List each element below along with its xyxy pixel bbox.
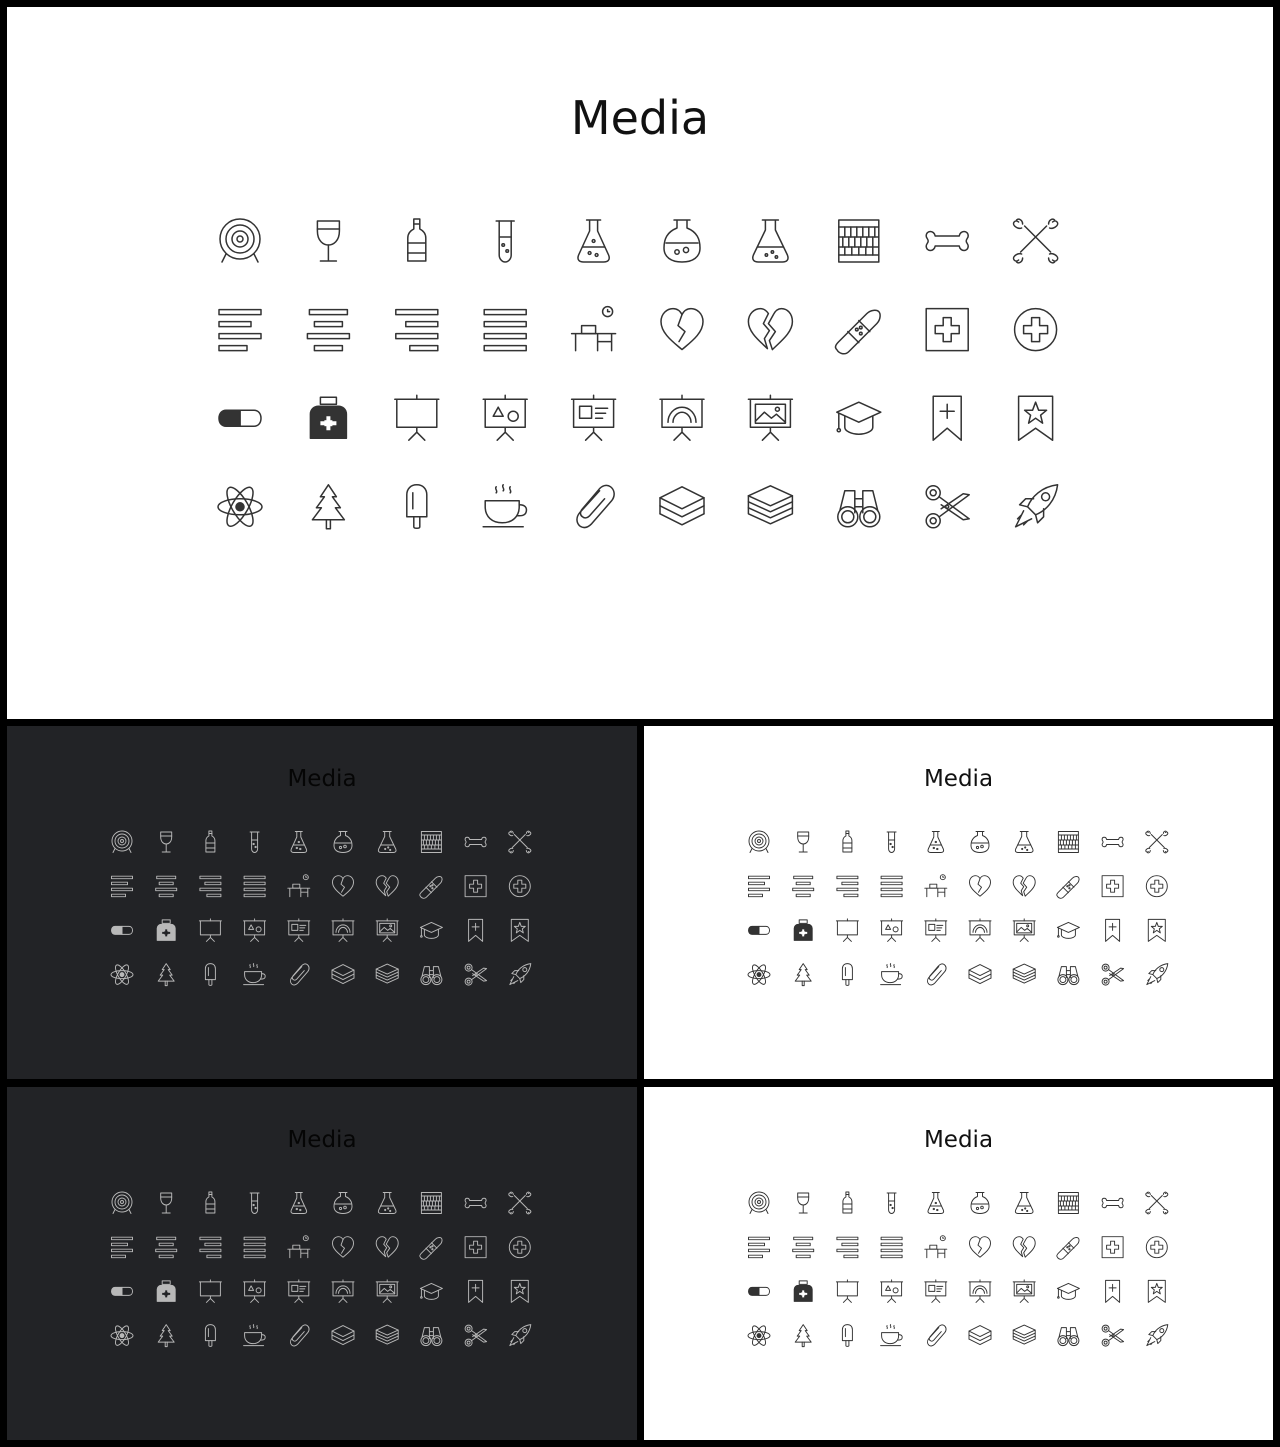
align-right-icon <box>396 310 438 351</box>
bookmark-plus-icon <box>1106 919 1120 941</box>
abacus-icon <box>1058 1193 1078 1214</box>
pill-icon <box>112 1287 133 1295</box>
stack-icon <box>376 1325 398 1344</box>
atom-icon <box>748 963 770 986</box>
wine-glass-icon <box>161 1193 172 1213</box>
presentation-board-icon <box>199 919 221 942</box>
target-icon <box>112 831 132 853</box>
presentation-board-icon <box>836 1280 858 1303</box>
pill-icon <box>219 410 261 426</box>
coffee-cup-icon <box>483 485 526 527</box>
crossbones-icon <box>1146 1192 1168 1214</box>
icon-grid <box>644 726 1273 1079</box>
align-justify-icon <box>244 876 265 897</box>
paperclip-icon <box>290 1325 309 1346</box>
rocket-icon <box>510 1325 531 1346</box>
desk-icon <box>288 875 310 897</box>
potion-jar-icon <box>971 1193 989 1214</box>
conical-flask-icon <box>1015 832 1033 853</box>
thumbnail-slide-dark-bottom <box>7 1087 637 1440</box>
presentation-board-icon <box>199 1280 221 1303</box>
abacus-icon <box>421 832 441 853</box>
plus-circle-icon <box>509 876 530 897</box>
bookmark-star-icon <box>1148 1280 1165 1302</box>
layers-icon <box>969 965 991 984</box>
layers-icon <box>660 487 704 525</box>
align-center-icon <box>793 876 814 897</box>
bottle-icon <box>408 219 426 261</box>
coffee-cup-icon <box>881 1325 903 1346</box>
binoculars-icon <box>838 491 880 527</box>
graduation-cap-icon <box>420 1283 442 1299</box>
paperclip-icon <box>577 485 614 527</box>
presentation-slide-icon <box>288 919 310 942</box>
target-icon <box>749 1192 769 1214</box>
atom-icon <box>111 963 133 986</box>
flask-icon <box>928 1193 944 1214</box>
pine-tree-icon <box>795 1325 811 1347</box>
icon-grid <box>7 726 637 1079</box>
bookmark-star-icon <box>511 1280 528 1302</box>
presentation-shapes-icon <box>881 1280 903 1303</box>
bookmark-plus-icon <box>1106 1280 1120 1302</box>
wine-glass-icon <box>798 832 809 852</box>
thumbnail-slide-light-top <box>644 726 1273 1079</box>
conical-flask-icon <box>378 832 396 853</box>
thumbnail-slide-dark-top <box>7 726 637 1079</box>
flask-icon <box>578 220 609 262</box>
popsicle-icon <box>407 485 427 529</box>
stack-icon <box>1013 1325 1035 1344</box>
graduation-cap-icon <box>1057 1283 1079 1299</box>
test-tube-icon <box>250 1193 259 1214</box>
align-justify-icon <box>881 1237 902 1258</box>
target-icon <box>749 831 769 853</box>
heart-cracked-icon <box>970 1237 991 1258</box>
presentation-shapes-icon <box>244 1280 266 1303</box>
bottle-icon <box>206 1192 215 1213</box>
bone-icon <box>1102 1198 1123 1208</box>
conical-flask-icon <box>378 1193 396 1214</box>
align-left-icon <box>112 876 133 897</box>
presentation-image-icon <box>376 1280 398 1303</box>
bookmark-star-icon <box>1019 396 1053 440</box>
wine-glass-icon <box>161 832 172 852</box>
presentation-rainbow-icon <box>660 395 704 440</box>
presentation-board-icon <box>836 919 858 942</box>
popsicle-icon <box>205 964 215 986</box>
presentation-slide-icon <box>288 1280 310 1303</box>
align-justify-icon <box>244 1237 265 1258</box>
flask-icon <box>291 832 307 853</box>
desk-icon <box>288 1236 310 1258</box>
bone-icon <box>1102 837 1123 847</box>
popsicle-icon <box>842 964 852 986</box>
bandage-icon <box>1057 877 1079 899</box>
heart-cracked-icon <box>333 1237 354 1258</box>
align-right-icon <box>200 876 221 897</box>
atom-icon <box>111 1324 133 1347</box>
wine-glass-icon <box>317 221 339 261</box>
test-tube-icon <box>887 832 896 853</box>
presentation-slide-icon <box>925 919 947 942</box>
plus-square-icon <box>1102 1237 1123 1258</box>
rocket-icon <box>1147 964 1168 985</box>
coffee-cup-icon <box>244 964 266 985</box>
presentation-image-icon <box>376 919 398 942</box>
paperclip-icon <box>927 1325 946 1346</box>
slide-title: Media <box>287 766 357 792</box>
plus-circle-icon <box>509 1237 530 1258</box>
desk-icon <box>925 875 947 897</box>
popsicle-icon <box>205 1325 215 1347</box>
presentation-rainbow-icon <box>332 919 354 942</box>
binoculars-icon <box>1058 1328 1079 1346</box>
heart-cracked-icon <box>661 309 703 350</box>
pill-icon <box>749 1287 770 1295</box>
align-left-icon <box>112 1237 133 1258</box>
pill-icon <box>112 926 133 934</box>
potion-jar-icon <box>971 832 989 853</box>
presentation-shapes-icon <box>244 919 266 942</box>
heart-cracked-icon <box>970 876 991 897</box>
align-center-icon <box>793 1237 814 1258</box>
coffee-cup-icon <box>881 964 903 985</box>
stack-icon <box>376 964 398 983</box>
potion-jar-icon <box>334 832 352 853</box>
slide-title: Media <box>923 766 994 792</box>
align-center-icon <box>307 310 349 351</box>
bookmark-star-icon <box>1148 919 1165 941</box>
desk-icon <box>925 1236 947 1258</box>
broken-heart-icon <box>748 309 792 350</box>
plus-square-icon <box>926 309 968 351</box>
align-justify-icon <box>484 310 526 351</box>
align-right-icon <box>837 1237 858 1258</box>
bandage-icon <box>420 877 442 899</box>
paperclip-icon <box>290 964 309 985</box>
medicine-bottle-icon <box>310 397 346 438</box>
presentation-slide-icon <box>572 395 616 440</box>
crossbones-icon <box>1146 831 1168 853</box>
scissors-icon <box>926 486 969 528</box>
icon-grid <box>7 1087 637 1440</box>
target-icon <box>112 1192 132 1214</box>
rocket-icon <box>1147 1325 1168 1346</box>
binoculars-icon <box>421 967 442 985</box>
medicine-bottle-icon <box>157 920 175 941</box>
icon-grid <box>7 7 1273 719</box>
pine-tree-icon <box>312 485 344 529</box>
target-icon <box>220 219 260 262</box>
paperclip-icon <box>927 964 946 985</box>
bandage-icon <box>420 1238 442 1260</box>
plus-circle-icon <box>1146 1237 1167 1258</box>
presentation-board-icon <box>395 395 439 440</box>
bookmark-star-icon <box>511 919 528 941</box>
presentation-shapes-icon <box>881 919 903 942</box>
binoculars-icon <box>1058 967 1079 985</box>
bone-icon <box>926 232 968 251</box>
stack-icon <box>748 486 792 524</box>
presentation-rainbow-icon <box>969 919 991 942</box>
scissors-icon <box>465 964 487 985</box>
medicine-bottle-icon <box>794 1281 812 1302</box>
binoculars-icon <box>421 1328 442 1346</box>
graduation-cap-icon <box>837 402 881 434</box>
align-justify-icon <box>881 876 902 897</box>
stack-icon <box>1013 964 1035 983</box>
atom-icon <box>218 484 262 530</box>
medicine-bottle-icon <box>157 1281 175 1302</box>
coffee-cup-icon <box>244 1325 266 1346</box>
abacus-icon <box>839 220 879 262</box>
bottle-icon <box>206 831 215 852</box>
popsicle-icon <box>842 1325 852 1347</box>
desk-icon <box>572 307 616 351</box>
plus-square-icon <box>465 1237 486 1258</box>
align-right-icon <box>837 876 858 897</box>
crossbones-icon <box>509 831 531 853</box>
presentation-image-icon <box>1013 919 1035 942</box>
broken-heart-icon <box>376 1237 398 1258</box>
bandage-icon <box>835 310 880 353</box>
presentation-rainbow-icon <box>332 1280 354 1303</box>
bookmark-plus-icon <box>469 1280 483 1302</box>
slide-title: Media <box>923 1127 994 1153</box>
layers-icon <box>332 1326 354 1345</box>
abacus-icon <box>1058 832 1078 853</box>
main-slide <box>7 7 1273 719</box>
plus-circle-icon <box>1015 309 1057 351</box>
rocket-icon <box>1016 485 1058 527</box>
medicine-bottle-icon <box>794 920 812 941</box>
pine-tree-icon <box>158 964 174 986</box>
pill-icon <box>749 926 770 934</box>
plus-square-icon <box>465 876 486 897</box>
bandage-icon <box>1057 1238 1079 1260</box>
abacus-icon <box>421 1193 441 1214</box>
test-tube-icon <box>496 221 514 262</box>
presentation-rainbow-icon <box>969 1280 991 1303</box>
test-tube-icon <box>250 832 259 853</box>
bone-icon <box>465 1198 486 1208</box>
potion-jar-icon <box>664 220 700 262</box>
layers-icon <box>332 965 354 984</box>
presentation-slide-icon <box>925 1280 947 1303</box>
slide-title: Media <box>570 91 710 145</box>
crossbones-icon <box>1014 219 1058 263</box>
graduation-cap-icon <box>1057 922 1079 938</box>
align-left-icon <box>749 876 770 897</box>
crossbones-icon <box>509 1192 531 1214</box>
bottle-icon <box>843 831 852 852</box>
test-tube-icon <box>887 1193 896 1214</box>
rocket-icon <box>510 964 531 985</box>
bookmark-plus-icon <box>469 919 483 941</box>
plus-square-icon <box>1102 876 1123 897</box>
broken-heart-icon <box>1013 876 1035 897</box>
broken-heart-icon <box>1013 1237 1035 1258</box>
scissors-icon <box>1102 1325 1124 1346</box>
wine-glass-icon <box>798 1193 809 1213</box>
graduation-cap-icon <box>420 922 442 938</box>
potion-jar-icon <box>334 1193 352 1214</box>
pine-tree-icon <box>158 1325 174 1347</box>
align-left-icon <box>219 310 261 351</box>
bookmark-plus-icon <box>933 396 961 440</box>
presentation-image-icon <box>748 395 792 440</box>
conical-flask-icon <box>1015 1193 1033 1214</box>
slide-title: Media <box>287 1127 357 1153</box>
flask-icon <box>291 1193 307 1214</box>
align-center-icon <box>156 876 177 897</box>
scissors-icon <box>1102 964 1124 985</box>
align-left-icon <box>749 1237 770 1258</box>
layers-icon <box>969 1326 991 1345</box>
bottle-icon <box>843 1192 852 1213</box>
thumbnail-slide-light-bottom <box>644 1087 1273 1440</box>
conical-flask-icon <box>753 220 788 262</box>
atom-icon <box>748 1324 770 1347</box>
align-center-icon <box>156 1237 177 1258</box>
presentation-shapes-icon <box>483 395 527 440</box>
broken-heart-icon <box>376 876 398 897</box>
bone-icon <box>465 837 486 847</box>
heart-cracked-icon <box>333 876 354 897</box>
scissors-icon <box>465 1325 487 1346</box>
pine-tree-icon <box>795 964 811 986</box>
icon-grid <box>644 1087 1273 1440</box>
plus-circle-icon <box>1146 876 1167 897</box>
flask-icon <box>928 832 944 853</box>
presentation-image-icon <box>1013 1280 1035 1303</box>
align-right-icon <box>200 1237 221 1258</box>
